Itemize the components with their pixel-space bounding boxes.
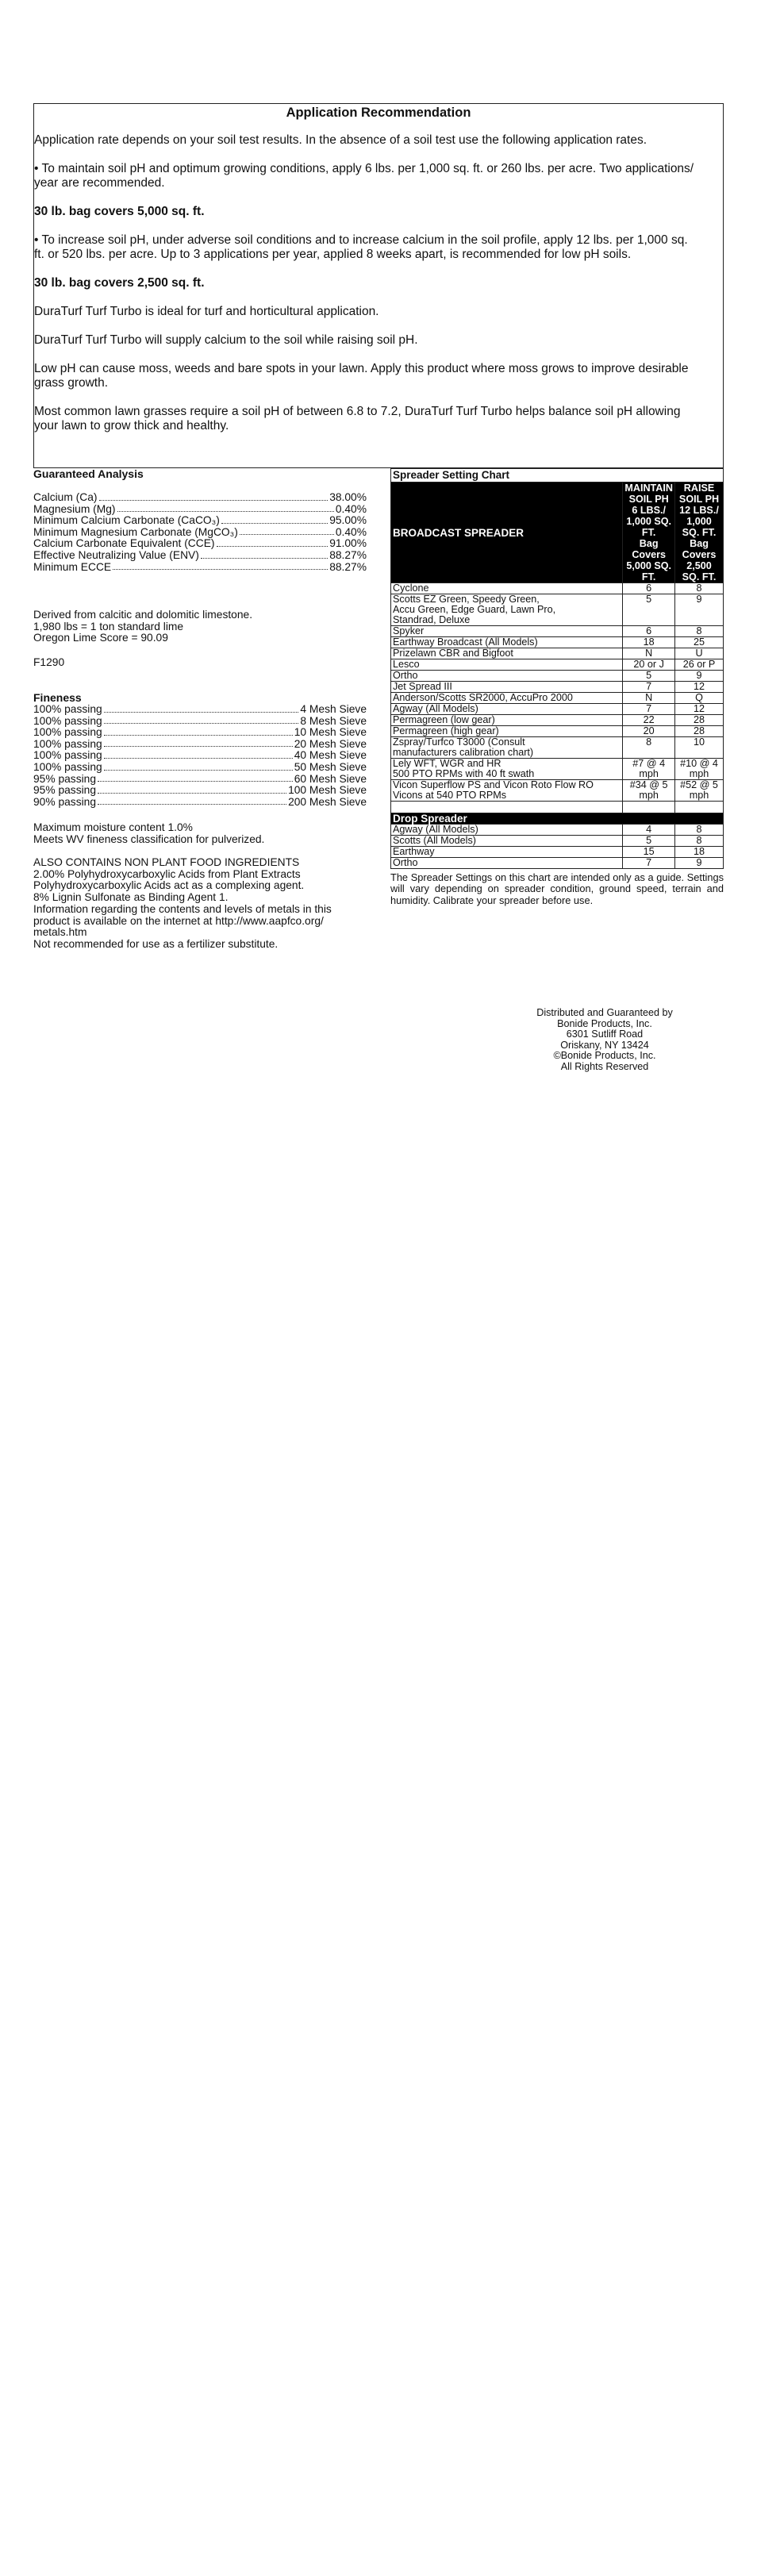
- spreader-model: [391, 847, 623, 858]
- dot-leader: [98, 804, 286, 805]
- drop-spreader-header-row: [391, 813, 724, 825]
- fineness-row-label: 95% passing: [33, 784, 97, 797]
- fineness-row-label: 100% passing: [33, 714, 102, 727]
- dot-leader: [104, 758, 293, 759]
- maintain-setting: 20 or J: [623, 659, 675, 671]
- column-header-line: 12 LBS./: [679, 505, 719, 516]
- drop-rows: [391, 825, 724, 869]
- maintain-setting: #7 @ 4 mph: [623, 759, 675, 780]
- dot-leader: [104, 770, 293, 771]
- recommendation-title: Application Recommendation: [286, 106, 471, 120]
- drop-row: [391, 858, 724, 869]
- low-ph-line-2: grass growth.: [34, 376, 109, 390]
- guaranteed-analysis-list: [33, 492, 367, 573]
- spreader-model: [391, 715, 623, 726]
- maintain-setting: #34 @ 5 mph: [623, 780, 675, 802]
- broadcast-row: [391, 693, 724, 704]
- spreader-model-line: Jet Spread III: [393, 681, 452, 692]
- fineness-row-value: 20 Mesh Sieve: [294, 737, 367, 750]
- fineness-row-value: 40 Mesh Sieve: [294, 749, 367, 762]
- analysis-row-label: Calcium (Ca): [33, 491, 98, 503]
- raise-setting: 8: [675, 583, 724, 594]
- maintain-setting: 15: [623, 847, 675, 858]
- ideal-text: DuraTurf Turf Turbo is ideal for turf and horticultural application.: [34, 305, 379, 318]
- analysis-row-label: Minimum Magnesium Carbonate (MgCO₃): [33, 525, 238, 538]
- fineness-row: [33, 727, 367, 739]
- fineness-row-value: 200 Mesh Sieve: [288, 795, 367, 808]
- spreader-model: [391, 737, 623, 759]
- analysis-row-value: 88.27%: [329, 548, 367, 561]
- spreader-model: [391, 626, 623, 637]
- broadcast-row: [391, 780, 724, 802]
- column-header-line: Bag Covers: [682, 538, 717, 560]
- wv-classification: Meets WV fineness classification for pulverized.: [33, 832, 265, 845]
- raise-setting: 8: [675, 836, 724, 847]
- spreader-model: [391, 704, 623, 715]
- broadcast-row: [391, 583, 724, 594]
- increase-line-2: ft. or 520 lbs. per acre. Up to 3 applications per year, applied 8 weeks apart, is recommended for low pH soils.: [34, 248, 632, 261]
- dot-leader: [117, 511, 334, 512]
- bag-coverage-maintain: 30 lb. bag covers 5,000 sq. ft.: [34, 205, 205, 218]
- maintain-line-2: year are recommended.: [34, 176, 165, 190]
- spreader-model-line: Earthway Broadcast (All Models): [393, 636, 538, 648]
- distributor-line: Bonide Products, Inc.: [557, 1017, 652, 1029]
- metals-info: [33, 904, 367, 950]
- maintain-setting: 18: [623, 637, 675, 648]
- maintain-setting: 22: [623, 715, 675, 726]
- fineness-row-value: 100 Mesh Sieve: [288, 784, 367, 797]
- analysis-row-label: Calcium Carbonate Equivalent (CCE): [33, 537, 215, 550]
- bag-coverage-increase: 30 lb. bag covers 2,500 sq. ft.: [34, 276, 205, 290]
- analysis-row: [33, 562, 367, 574]
- spreader-model-line: Standrad, Deluxe: [393, 614, 471, 625]
- raise-setting: #52 @ 5 mph: [675, 780, 724, 802]
- raise-setting: 12: [675, 704, 724, 715]
- maintain-setting: 5: [623, 836, 675, 847]
- raise-setting: Q: [675, 693, 724, 704]
- maintain-setting: 5: [623, 594, 675, 626]
- raise-setting: 8: [675, 626, 724, 637]
- fineness-row-label: 100% passing: [33, 749, 102, 762]
- maintain-setting: 7: [623, 682, 675, 693]
- fineness-row-value: 4 Mesh Sieve: [300, 703, 367, 715]
- spreader-model: [391, 648, 623, 659]
- spreader-model-line: Scotts EZ Green, Speedy Green,: [393, 594, 540, 605]
- dot-leader: [217, 546, 329, 547]
- fineness-row: [33, 750, 367, 762]
- spreader-model-line: Lesco: [393, 659, 420, 670]
- fineness-row: [33, 739, 367, 751]
- application-recommendation-box: [33, 103, 724, 468]
- fineness-row-label: 100% passing: [33, 703, 102, 715]
- guaranteed-analysis-heading: Guaranteed Analysis: [33, 467, 144, 480]
- column-header-line: SOIL PH: [628, 494, 669, 505]
- distributor-line: 6301 Sutliff Road: [566, 1028, 644, 1040]
- fineness-row-label: 100% passing: [33, 737, 102, 750]
- complexing-agent: Polyhydroxycarboxylic Acids act as a complexing agent.: [33, 879, 305, 892]
- spreader-model: [391, 594, 623, 626]
- dot-leader: [99, 500, 329, 501]
- broadcast-row: [391, 682, 724, 693]
- fineness-row-label: 95% passing: [33, 772, 97, 785]
- analysis-row: [33, 538, 367, 550]
- also-contains: ALSO CONTAINS NON PLANT FOOD INGREDIENTS: [33, 856, 300, 868]
- column-header-line: RAISE: [683, 483, 715, 494]
- broadcast-spreader-header: BROADCAST SPREADER: [391, 483, 623, 583]
- acids-line: 2.00% Polyhydroxycarboxylic Acids from Plant Extracts: [33, 867, 301, 880]
- spreader-model: [391, 659, 623, 671]
- column-header-line: MAINTAIN: [624, 483, 673, 494]
- broadcast-row: [391, 648, 724, 659]
- lime-equivalent: 1,980 lbs = 1 ton standard lime: [33, 620, 184, 632]
- raise-setting: 9: [675, 671, 724, 682]
- raise-setting: 10: [675, 737, 724, 759]
- analysis-row-value: 0.40%: [335, 502, 367, 515]
- maintain-setting: N: [623, 693, 675, 704]
- distributor-line: Distributed and Guaranteed by: [536, 1007, 673, 1018]
- derivation-info: [33, 609, 367, 644]
- analysis-row: [33, 492, 367, 504]
- spreader-model-line: Scotts (All Models): [393, 835, 476, 846]
- spreader-model-line: Ortho: [393, 670, 418, 681]
- maintain-setting: 5: [623, 671, 675, 682]
- spreader-model-line: Lely WFT, WGR and HR: [393, 758, 501, 769]
- not-recommended: Not recommended for use as a fertilizer substitute.: [33, 937, 279, 950]
- raise-setting: 25: [675, 637, 724, 648]
- raise-setting: 9: [675, 594, 724, 626]
- broadcast-row: [391, 704, 724, 715]
- fineness-row: [33, 704, 367, 716]
- dot-leader: [104, 712, 299, 713]
- analysis-row-value: 0.40%: [335, 525, 367, 538]
- fineness-row: [33, 774, 367, 786]
- maintain-setting: 8: [623, 737, 675, 759]
- increase-line-1: • To increase soil pH, under adverse soil conditions and to increase calcium in the soil profile, apply 12 lbs. per 1,000 sq.: [34, 233, 688, 247]
- spreader-model: [391, 726, 623, 737]
- spreader-model: [391, 780, 623, 802]
- raise-setting: U: [675, 648, 724, 659]
- maintain-setting: 6: [623, 626, 675, 637]
- spreader-model: [391, 759, 623, 780]
- maintain-line-1: • To maintain soil pH and optimum growing conditions, apply 6 lbs. per 1,000 sq. ft. or 260 lbs. per acre. Two applications/: [34, 162, 694, 175]
- analysis-row-value: 91.00%: [329, 537, 367, 550]
- spreader-model: [391, 858, 623, 869]
- fineness-row-value: 60 Mesh Sieve: [294, 772, 367, 785]
- dot-leader: [221, 523, 328, 524]
- analysis-row-value: 88.27%: [329, 560, 367, 573]
- spreader-blank-row: [391, 802, 724, 813]
- dot-leader: [104, 723, 299, 724]
- broadcast-row: [391, 671, 724, 682]
- raise-setting: 9: [675, 858, 724, 869]
- fineness-row-value: 50 Mesh Sieve: [294, 760, 367, 773]
- spreader-model-line: Agway (All Models): [393, 824, 478, 835]
- fineness-row-label: 100% passing: [33, 760, 102, 773]
- raise-setting: 28: [675, 715, 724, 726]
- broadcast-row: [391, 737, 724, 759]
- fineness-row: [33, 797, 367, 809]
- soil-ph-line-2: your lawn to grow thick and healthy.: [34, 419, 229, 433]
- fineness-row-value: 8 Mesh Sieve: [300, 714, 367, 727]
- spreader-model-line: Cyclone: [393, 582, 429, 594]
- non-plant-food-ingredients: [33, 857, 367, 903]
- raise-setting: 18: [675, 847, 724, 858]
- fineness-row-label: 100% passing: [33, 726, 102, 739]
- dot-leader: [98, 793, 286, 794]
- fineness-row: [33, 785, 367, 797]
- dot-leader: [240, 534, 334, 535]
- spreader-model: [391, 637, 623, 648]
- raise-column-header: [675, 483, 724, 583]
- raise-setting: 28: [675, 726, 724, 737]
- column-header-line: 6 LBS./: [632, 505, 667, 516]
- column-header-line: 5,000 SQ. FT.: [626, 560, 672, 582]
- broadcast-row: [391, 637, 724, 648]
- fineness-row: [33, 716, 367, 728]
- maintain-setting: 7: [623, 704, 675, 715]
- dot-leader: [98, 781, 293, 782]
- spreader-chart-title: Spreader Setting Chart: [390, 468, 724, 482]
- maintain-setting: 20: [623, 726, 675, 737]
- maintain-setting: 6: [623, 583, 675, 594]
- raise-setting: 26 or P: [675, 659, 724, 671]
- broadcast-row: [391, 759, 724, 780]
- spreader-model: [391, 671, 623, 682]
- drop-row: [391, 847, 724, 858]
- spreader-chart: [390, 468, 724, 906]
- dot-leader: [201, 558, 328, 559]
- spreader-model-line: Agway (All Models): [393, 703, 478, 714]
- spreader-model-line: Zspray/Turfco T3000 (Consult: [393, 736, 525, 748]
- column-header-line: 1,000 SQ. FT.: [626, 516, 672, 538]
- soil-ph-line-1: Most common lawn grasses require a soil pH of between 6.8 to 7.2, DuraTurf Turf Turbo helps balance soil pH allowing: [34, 405, 681, 418]
- column-header-line: Bag Covers: [632, 538, 667, 560]
- analysis-row-value: 38.00%: [329, 491, 367, 503]
- spreader-model: [391, 836, 623, 847]
- oregon-lime-score: Oregon Lime Score = 90.09: [33, 632, 168, 644]
- product-code: F1290: [33, 656, 65, 668]
- fineness-list: [33, 704, 367, 808]
- drop-row: [391, 825, 724, 836]
- broadcast-row: [391, 726, 724, 737]
- metals-line-3: metals.htm: [33, 926, 87, 939]
- analysis-row-value: 95.00%: [329, 514, 367, 527]
- fineness-row: [33, 762, 367, 774]
- spreader-model: [391, 583, 623, 594]
- analysis-row-label: Minimum ECCE: [33, 560, 112, 573]
- moisture-info: [33, 822, 367, 845]
- spreader-table: [390, 482, 724, 869]
- raise-setting: #10 @ 4 mph: [675, 759, 724, 780]
- moisture-content: Maximum moisture content 1.0%: [33, 821, 193, 833]
- metals-line-2: product is available on the internet at http://www.aapfco.org/: [33, 914, 324, 927]
- analysis-row: [33, 504, 367, 516]
- analysis-row-label: Magnesium (Mg): [33, 502, 116, 515]
- fineness-row-label: 90% passing: [33, 795, 97, 808]
- raise-setting: 8: [675, 825, 724, 836]
- column-header-line: 1,000 SQ. FT.: [682, 516, 717, 538]
- broadcast-row: [391, 626, 724, 637]
- distributor-info: [517, 1008, 692, 1073]
- broadcast-row: [391, 594, 724, 626]
- spreader-model-line: Accu Green, Edge Guard, Lawn Pro,: [393, 604, 556, 615]
- derived-from: Derived from calcitic and dolomitic limestone.: [33, 609, 253, 621]
- calcium-text: DuraTurf Turf Turbo will supply calcium to the soil while raising soil pH.: [34, 333, 418, 347]
- dot-leader: [104, 746, 293, 747]
- analysis-row-label: Effective Neutralizing Value (ENV): [33, 548, 199, 561]
- maintain-setting: 7: [623, 858, 675, 869]
- drop-spreader-header: Drop Spreader: [391, 813, 724, 825]
- spreader-model-line: Earthway: [393, 846, 435, 857]
- broadcast-row: [391, 715, 724, 726]
- dot-leader: [104, 735, 293, 736]
- column-header-line: 2,500 SQ. FT.: [682, 560, 717, 582]
- dot-leader: [113, 569, 328, 570]
- fineness-row-value: 10 Mesh Sieve: [294, 726, 367, 739]
- analysis-row-label: Minimum Calcium Carbonate (CaCO₃): [33, 514, 220, 527]
- drop-row: [391, 836, 724, 847]
- spreader-model-line: Vicons at 540 PTO RPMs: [393, 790, 507, 801]
- maintain-setting: 4: [623, 825, 675, 836]
- spreader-model-line: manufacturers calibration chart): [393, 747, 534, 758]
- distributor-line: All Rights Reserved: [560, 1060, 649, 1072]
- metals-line-1: Information regarding the contents and levels of metals in this: [33, 903, 332, 915]
- spreader-header-row: [391, 483, 724, 583]
- analysis-row: [33, 527, 367, 539]
- recommendation-intro: Application rate depends on your soil test results. In the absence of a soil test use the following application rates.: [34, 133, 647, 147]
- spreader-model-line: Ortho: [393, 857, 418, 868]
- spreader-model: [391, 825, 623, 836]
- column-header-line: SOIL PH: [678, 494, 720, 505]
- spreader-model-line: Anderson/Scotts SR2000, AccuPro 2000: [393, 692, 573, 703]
- spreader-model-line: 500 PTO RPMs with 40 ft swath: [393, 768, 535, 779]
- lignin-line: 8% Lignin Sulfonate as Binding Agent 1.: [33, 890, 229, 903]
- distributor-line: ©Bonide Products, Inc.: [553, 1050, 656, 1062]
- analysis-row: [33, 550, 367, 562]
- maintain-column-header: [623, 483, 675, 583]
- spreader-model-line: Prizelawn CBR and Bigfoot: [393, 648, 513, 659]
- spreader-model: [391, 693, 623, 704]
- broadcast-rows: [391, 583, 724, 802]
- spreader-model-line: Permagreen (high gear): [393, 725, 499, 736]
- spreader-model-line: Spyker: [393, 625, 425, 636]
- maintain-setting: N: [623, 648, 675, 659]
- spreader-model-line: Permagreen (low gear): [393, 714, 495, 725]
- fineness-heading: Fineness: [33, 691, 82, 704]
- raise-setting: 12: [675, 682, 724, 693]
- distributor-line: Oriskany, NY 13424: [560, 1039, 649, 1051]
- spreader-model: [391, 682, 623, 693]
- analysis-row: [33, 515, 367, 527]
- low-ph-line-1: Low pH can cause moss, weeds and bare spots in your lawn. Apply this product where moss grows to improve desirable: [34, 362, 689, 375]
- spreader-model-line: Vicon Superflow PS and Vicon Roto Flow RO: [393, 779, 594, 790]
- spreader-note: The Spreader Settings on this chart are intended only as a guide. Settings will vary depending on spreader condition, ground speed, terrain and humidity. Calibrate your spreader before use.: [390, 871, 724, 906]
- broadcast-row: [391, 659, 724, 671]
